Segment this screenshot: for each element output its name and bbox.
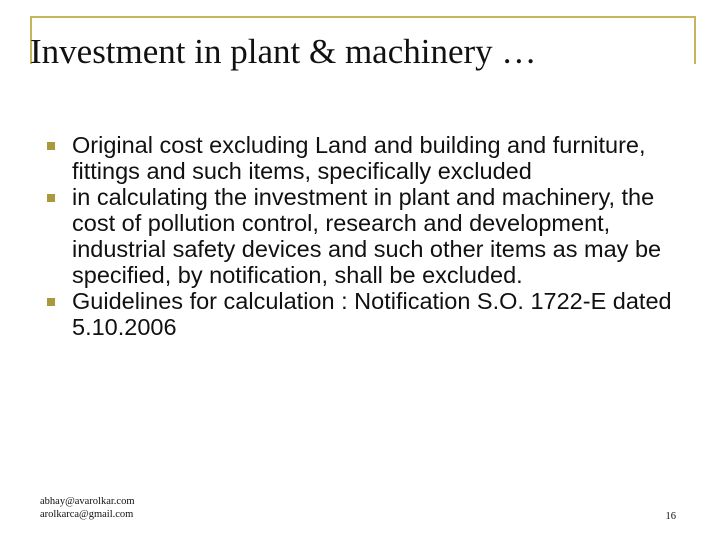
bullet-text: in calculating the investment in plant and machinery, the cost of pollution control, research and development, industrial safety devices and such other items as may be specified, by notification, shall be excluded. [72, 184, 662, 288]
page-number: 16 [665, 511, 676, 522]
square-bullet-icon [47, 142, 55, 150]
slide-title: Investment in plant & machinery … [30, 32, 537, 71]
square-bullet-icon [47, 298, 55, 306]
bullet-text: Original cost excluding Land and building and furniture, fittings and such items, specifically excluded [72, 132, 646, 184]
bullet-item [72, 132, 682, 184]
bullet-item [72, 184, 682, 288]
title-frame-right-line [694, 16, 696, 64]
bullet-text: Guidelines for calculation : Notification S.O. 1722-E dated 5.10.2006 [72, 288, 672, 340]
square-bullet-icon [47, 194, 55, 202]
footer-contact [40, 495, 135, 521]
footer-email-1: abhay@avarolkar.com [40, 496, 135, 507]
bullet-list [72, 132, 682, 340]
footer-email-2: arolkarca@gmail.com [40, 509, 134, 520]
title-frame-top-line [30, 16, 696, 18]
bullet-item [72, 288, 682, 340]
